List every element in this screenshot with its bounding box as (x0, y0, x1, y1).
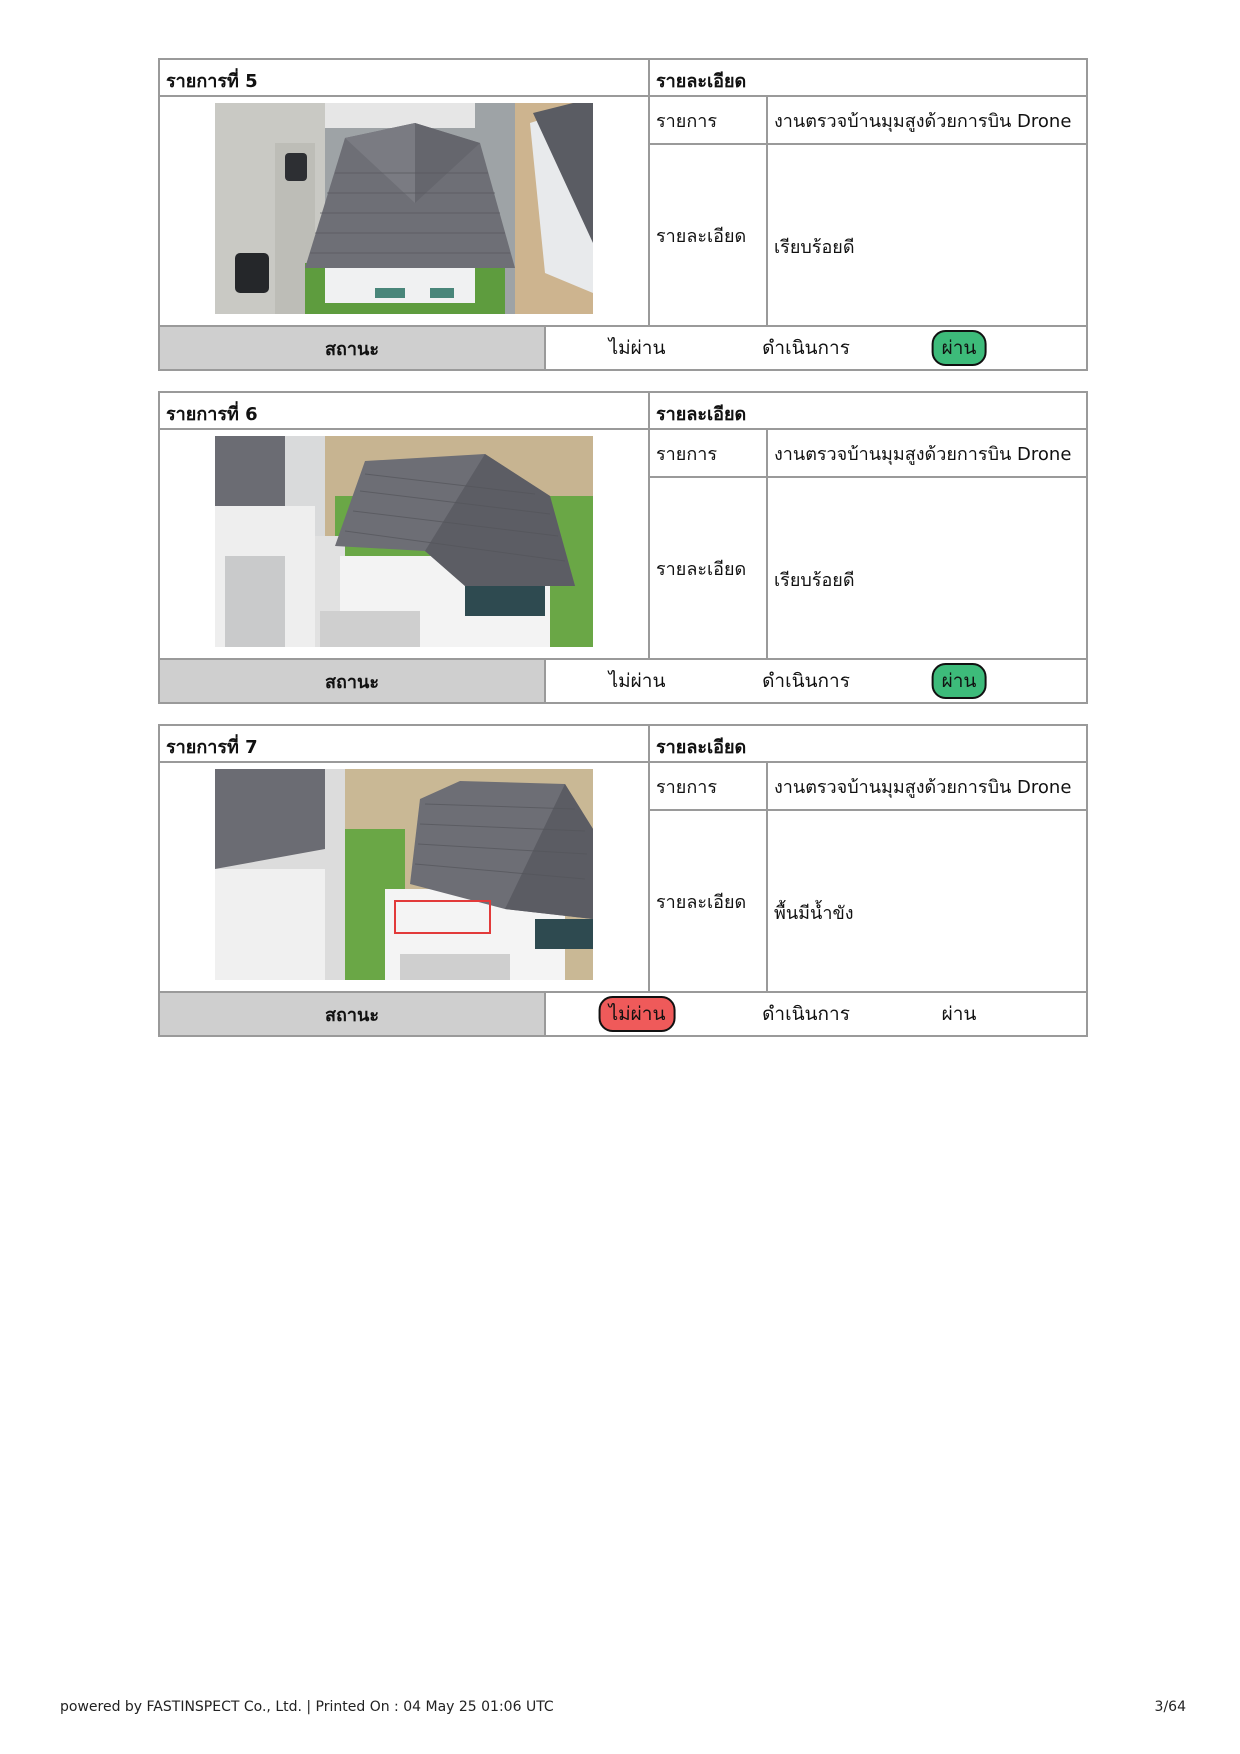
inspection-item-6 (158, 391, 1088, 704)
detail-value: เรียบร้อยดี (774, 569, 855, 591)
item-label: รายการ (650, 97, 768, 143)
detail-label: รายละเอียด (650, 145, 768, 325)
detail-header: รายละเอียด (656, 737, 747, 758)
status-label: สถานะ (160, 327, 546, 369)
item-value: งานตรวจบ้านมุมสูงด้วยการบิน Drone (774, 443, 1072, 465)
detail-header: รายละเอียด (656, 404, 747, 425)
item-title: รายการที่ 7 (160, 726, 650, 761)
item-title: รายการที่ 6 (160, 393, 650, 428)
detail-label: รายละเอียด (650, 478, 768, 658)
detail-value: พื้นมีน้ำขัง (774, 902, 854, 924)
drone-roof-photo[interactable] (215, 769, 593, 980)
status-option-pass[interactable]: ผ่าน (932, 330, 987, 366)
status-option-fail[interactable]: ไม่ผ่าน (608, 670, 666, 692)
status-option-pass[interactable]: ผ่าน (941, 1003, 977, 1025)
detail-label: รายละเอียด (650, 811, 768, 991)
detail-header: รายละเอียด (656, 71, 747, 92)
status-option-in-progress[interactable]: ดำเนินการ (762, 1003, 850, 1025)
status-option-fail[interactable]: ไม่ผ่าน (599, 996, 676, 1032)
status-option-in-progress[interactable]: ดำเนินการ (762, 337, 850, 359)
item-label: รายการ (650, 763, 768, 809)
footer-credit: powered by FASTINSPECT Co., Ltd. | Printed On : 04 May 25 01:06 UTC (60, 1699, 554, 1715)
inspection-item-5 (158, 58, 1088, 371)
status-label: สถานะ (160, 993, 546, 1035)
status-option-fail[interactable]: ไม่ผ่าน (608, 337, 666, 359)
drone-roof-photo[interactable] (215, 103, 593, 314)
item-label: รายการ (650, 430, 768, 476)
status-label: สถานะ (160, 660, 546, 702)
page-number: 3/64 (1154, 1699, 1186, 1715)
status-option-in-progress[interactable]: ดำเนินการ (762, 670, 850, 692)
inspection-item-7 (158, 724, 1088, 1037)
item-value: งานตรวจบ้านมุมสูงด้วยการบิน Drone (774, 776, 1072, 798)
detail-value: เรียบร้อยดี (774, 236, 855, 258)
status-option-pass[interactable]: ผ่าน (932, 663, 987, 699)
item-value: งานตรวจบ้านมุมสูงด้วยการบิน Drone (774, 110, 1072, 132)
item-title: รายการที่ 5 (160, 60, 650, 95)
drone-roof-photo[interactable] (215, 436, 593, 647)
